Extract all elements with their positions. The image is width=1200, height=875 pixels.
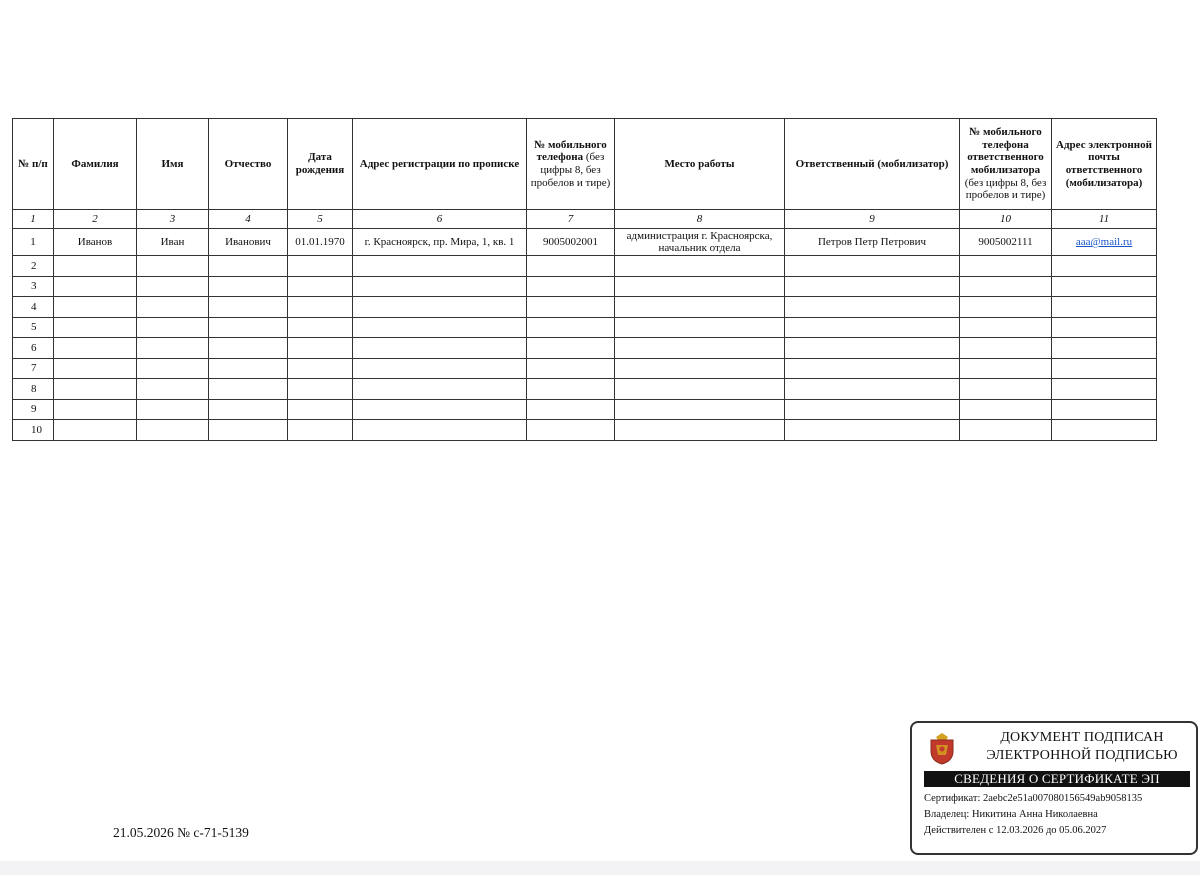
column-header	[54, 119, 137, 210]
row-index-cell: 6	[13, 338, 54, 359]
table-cell	[288, 399, 353, 420]
table-cell	[615, 358, 785, 379]
email-link[interactable]: aaa@mail.ru	[1075, 236, 1133, 248]
column-header-label: № мобильного телефона ответственного мобилизатора	[967, 126, 1044, 176]
stamp-title-line2: ЭЛЕКТРОННОЙ ПОДПИСЬЮ	[986, 748, 1178, 763]
column-header-label: Дата рождения	[295, 151, 345, 176]
column-number: 2	[54, 210, 137, 229]
table-cell	[288, 379, 353, 400]
column-number: 3	[137, 210, 209, 229]
table-cell	[353, 358, 527, 379]
table-cell	[527, 317, 615, 338]
column-header	[785, 119, 960, 210]
table-cell	[54, 338, 137, 359]
table-cell	[209, 338, 288, 359]
table-cell	[785, 317, 960, 338]
table-cell	[1052, 229, 1157, 256]
table-row	[13, 317, 1157, 338]
table-cell	[137, 358, 209, 379]
table-row	[13, 297, 1157, 318]
header-row	[13, 119, 1157, 210]
table-cell	[615, 379, 785, 400]
stamp-title	[974, 729, 1190, 765]
column-number: 1	[13, 210, 54, 229]
table-cell	[54, 379, 137, 400]
table-cell	[960, 256, 1052, 277]
column-header	[353, 119, 527, 210]
table-cell	[615, 420, 785, 441]
table-cell	[353, 338, 527, 359]
table-cell	[1052, 276, 1157, 297]
table-cell	[960, 297, 1052, 318]
table-cell	[353, 276, 527, 297]
table-row	[13, 379, 1157, 400]
row-index-cell: 10	[13, 420, 54, 441]
table-row	[13, 420, 1157, 441]
table-row	[13, 399, 1157, 420]
table-cell	[54, 358, 137, 379]
certificate-validity: Действителен с 12.03.2026 до 05.06.2027	[924, 825, 1107, 836]
table-row	[13, 276, 1157, 297]
stamp-title-line1: ДОКУМЕНТ ПОДПИСАН	[1000, 730, 1164, 745]
table-cell	[527, 297, 615, 318]
table-cell	[960, 420, 1052, 441]
table-cell	[960, 399, 1052, 420]
table-cell	[137, 297, 209, 318]
table-cell	[615, 338, 785, 359]
table-cell: Петров Петр Петрович	[785, 229, 960, 256]
column-number: 7	[527, 210, 615, 229]
table-cell	[615, 297, 785, 318]
table-body	[13, 229, 1157, 441]
table-cell	[1052, 358, 1157, 379]
column-header	[1052, 119, 1157, 210]
table-cell	[209, 297, 288, 318]
table-cell	[54, 399, 137, 420]
table-cell: 9005002001	[527, 229, 615, 256]
row-index-cell: 7	[13, 358, 54, 379]
table-cell	[615, 276, 785, 297]
table-cell	[54, 420, 137, 441]
e-signature-stamp	[910, 721, 1198, 855]
table-cell	[137, 399, 209, 420]
table-cell	[785, 256, 960, 277]
table-row	[13, 229, 1157, 256]
column-number-row	[13, 210, 1157, 229]
table-cell	[1052, 399, 1157, 420]
column-number: 6	[353, 210, 527, 229]
table-cell	[960, 379, 1052, 400]
table-cell	[785, 358, 960, 379]
table-cell	[137, 420, 209, 441]
column-header	[288, 119, 353, 210]
table-cell: г. Красноярск, пр. Мира, 1, кв. 1	[353, 229, 527, 256]
table-cell	[527, 399, 615, 420]
table-cell	[960, 358, 1052, 379]
table-cell	[1052, 317, 1157, 338]
row-index-cell: 8	[13, 379, 54, 400]
column-number: 8	[615, 210, 785, 229]
column-header-label: Фамилия	[71, 157, 119, 170]
row-index-cell: 9	[13, 399, 54, 420]
table-cell	[1052, 297, 1157, 318]
table-cell	[288, 276, 353, 297]
column-header	[13, 119, 54, 210]
table-cell	[353, 399, 527, 420]
column-header	[960, 119, 1052, 210]
table-cell	[785, 420, 960, 441]
certificate-owner: Владелец: Никитина Анна Николаевна	[924, 809, 1098, 820]
table-cell	[209, 317, 288, 338]
column-header-label: Адрес регистрации по прописке	[359, 157, 520, 170]
table-cell	[960, 338, 1052, 359]
table-cell	[527, 276, 615, 297]
row-index-cell: 2	[13, 256, 54, 277]
table-cell: 9005002111	[960, 229, 1052, 256]
table-cell	[54, 297, 137, 318]
table-cell	[1052, 338, 1157, 359]
table-cell: Иванович	[209, 229, 288, 256]
table-cell	[288, 420, 353, 441]
column-number: 4	[209, 210, 288, 229]
certificate-number: Сертификат: 2aebc2e51a007080156549ab9058135	[924, 793, 1143, 804]
table-cell	[137, 256, 209, 277]
table-cell	[209, 420, 288, 441]
registration-number: 21.05.2026 № с-71-5139	[113, 825, 249, 840]
register-table	[12, 118, 1157, 441]
table-cell	[209, 379, 288, 400]
column-header-label: № мобильного телефона	[534, 138, 607, 164]
table-cell	[785, 338, 960, 359]
column-number: 10	[960, 210, 1052, 229]
table-cell	[785, 276, 960, 297]
table-cell	[137, 276, 209, 297]
column-header	[527, 119, 615, 210]
table-cell	[1052, 379, 1157, 400]
column-number: 5	[288, 210, 353, 229]
column-header-label: Имя	[161, 157, 184, 170]
table-cell	[785, 297, 960, 318]
table-row	[13, 256, 1157, 277]
table-cell	[54, 276, 137, 297]
table-cell	[615, 256, 785, 277]
column-header-note: (без цифры 8, без пробелов и тире)	[530, 151, 611, 189]
column-header	[137, 119, 209, 210]
column-number: 9	[785, 210, 960, 229]
table-cell: 01.01.1970	[288, 229, 353, 256]
table-cell	[785, 399, 960, 420]
table-cell	[137, 317, 209, 338]
table-cell	[527, 256, 615, 277]
table-cell	[960, 317, 1052, 338]
page-bottom-edge	[0, 861, 1200, 875]
certificate-info-bar: СВЕДЕНИЯ О СЕРТИФИКАТЕ ЭП	[924, 771, 1190, 787]
table-cell	[288, 256, 353, 277]
table-cell	[353, 420, 527, 441]
column-header-note: (без цифры 8, без пробелов и тире)	[964, 176, 1047, 202]
table-cell	[1052, 256, 1157, 277]
table-cell	[209, 276, 288, 297]
table-row	[13, 338, 1157, 359]
table-cell	[960, 276, 1052, 297]
table-cell	[353, 256, 527, 277]
column-header-label: Место работы	[664, 157, 735, 170]
table-cell: Иванов	[54, 229, 137, 256]
table-cell: Иван	[137, 229, 209, 256]
row-index-cell: 1	[13, 229, 54, 256]
column-number: 11	[1052, 210, 1157, 229]
table-cell	[209, 256, 288, 277]
table-cell	[353, 379, 527, 400]
table-cell	[353, 317, 527, 338]
column-header-label: Отчество	[224, 157, 272, 170]
row-index-cell: 3	[13, 276, 54, 297]
table-cell	[288, 317, 353, 338]
column-header-label: Адрес электронной почты ответственного (мобилизатора)	[1056, 138, 1152, 189]
table-row	[13, 358, 1157, 379]
column-header-label: № п/п	[18, 157, 48, 170]
table-cell	[137, 338, 209, 359]
table-cell	[288, 358, 353, 379]
table-cell	[288, 297, 353, 318]
column-header	[615, 119, 785, 210]
table-cell	[137, 379, 209, 400]
table-cell	[527, 379, 615, 400]
table-cell	[615, 317, 785, 338]
table-cell	[54, 256, 137, 277]
table-cell	[527, 358, 615, 379]
table-cell	[527, 420, 615, 441]
table-cell: администрация г. Красноярска, начальник отдела	[615, 229, 785, 256]
row-index-cell: 4	[13, 297, 54, 318]
table-cell	[785, 379, 960, 400]
row-index-cell: 5	[13, 317, 54, 338]
table-cell	[615, 399, 785, 420]
table-cell	[527, 338, 615, 359]
column-header-label: Ответственный (мобилизатор)	[795, 157, 949, 170]
table-cell	[209, 399, 288, 420]
table-cell	[353, 297, 527, 318]
table-cell	[54, 317, 137, 338]
table-cell	[1052, 420, 1157, 441]
table-cell	[209, 358, 288, 379]
coat-of-arms-icon	[928, 731, 956, 765]
column-header	[209, 119, 288, 210]
table-cell	[288, 338, 353, 359]
